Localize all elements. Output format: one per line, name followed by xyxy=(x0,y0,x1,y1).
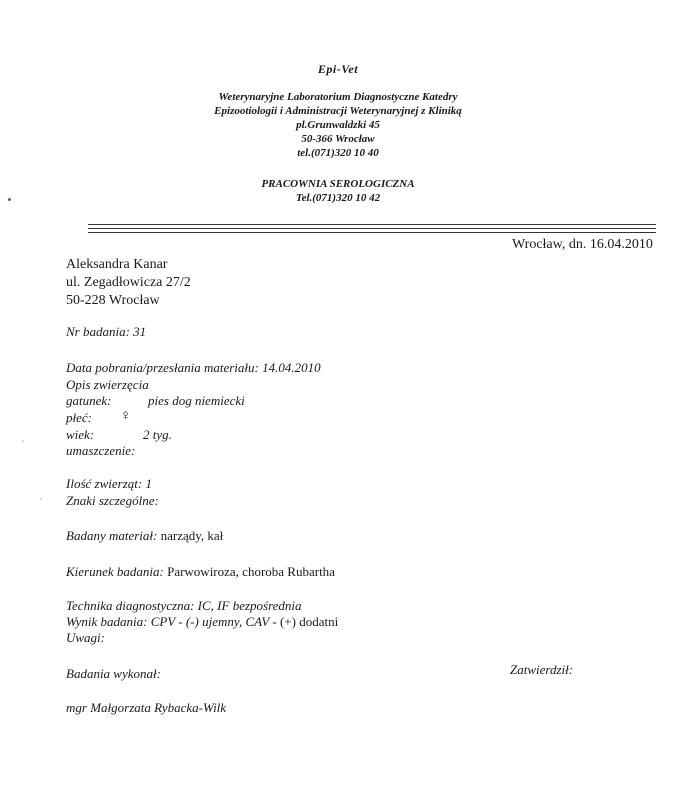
lab-name-line-2: Epizootiologii i Administracji Weterynaryjnej z Kliniką xyxy=(214,105,462,117)
lab-header xyxy=(0,90,676,160)
test-number-row xyxy=(66,324,146,340)
approved-by-label: Zatwierdził: xyxy=(510,662,574,677)
recipient-city: 50-228 Wrocław xyxy=(66,293,160,308)
species-label: gatunek: xyxy=(66,393,112,408)
animal-count-value: 1 xyxy=(145,476,152,491)
header-divider-middle xyxy=(88,228,656,229)
technique-label: Technika diagnostyczna: xyxy=(66,598,195,613)
department-phone: Tel.(071)320 10 42 xyxy=(295,192,381,204)
department-header xyxy=(0,177,676,205)
result-label: Wynik badania: xyxy=(66,614,148,629)
result-value-cav: (+) dodatni xyxy=(279,614,339,629)
animal-count-row xyxy=(66,476,152,492)
recipient-street: ul. Zegadłowicza 27/2 xyxy=(66,275,191,290)
performed-by-label: Badania wykonał: xyxy=(66,666,161,681)
lab-name-line-1: Weterynaryjne Laboratorium Diagnostyczne Katedry xyxy=(218,91,458,103)
collection-date-value: 14.04.2010 xyxy=(262,360,321,375)
scan-speck-faint xyxy=(22,440,24,442)
scan-speck xyxy=(8,198,11,201)
date-line: Wrocław, dn. 16.04.2010 xyxy=(512,237,653,252)
material-value: narządy, kał xyxy=(160,528,224,543)
test-number-value: 31 xyxy=(133,324,147,339)
special-marks-label: Znaki szczególne: xyxy=(66,493,159,508)
female-symbol-icon: ♀ xyxy=(120,408,132,424)
animal-count-label: Ilość zwierząt: xyxy=(66,476,143,491)
performer-name: mgr Małgorzata Rybacka-Wilk xyxy=(66,700,227,715)
age-value: 2 tyg. xyxy=(143,427,172,442)
department-name: PRACOWNIA SEROLOGICZNA xyxy=(261,178,415,190)
result-value-cpv: CPV - (-) ujemny, CAV - xyxy=(150,614,277,629)
test-direction-label: Kierunek badania: xyxy=(66,564,164,579)
sex-label: płeć: xyxy=(66,410,92,425)
material-label: Badany materiał: xyxy=(66,528,158,543)
animal-description-label: Opis zwierzęcia xyxy=(66,377,149,392)
header-divider-top xyxy=(88,224,656,225)
collection-date-label: Data pobrania/przesłania materiału: xyxy=(66,360,259,375)
test-direction-row xyxy=(66,564,335,580)
coat-color-label: umaszczenie: xyxy=(66,443,136,458)
material-row xyxy=(66,528,223,544)
test-number-label: Nr badania: xyxy=(66,324,130,339)
age-label: wiek: xyxy=(66,427,95,442)
result-row xyxy=(66,614,338,630)
lab-address-city: 50-366 Wrocław xyxy=(301,133,375,145)
technique-row xyxy=(66,598,302,614)
test-direction-value: Parwowiroza, choroba Rubartha xyxy=(167,564,335,579)
remarks-label: Uwagi: xyxy=(66,630,105,645)
lab-logo: Epi-Vet xyxy=(317,62,359,76)
recipient-name: Aleksandra Kanar xyxy=(66,257,168,272)
technique-value: IC, IF bezpośrednia xyxy=(197,598,302,613)
lab-phone: tel.(071)320 10 40 xyxy=(297,147,379,159)
scan-speck-faint xyxy=(40,498,42,500)
species-value: pies dog niemiecki xyxy=(148,393,245,408)
lab-address-street: pl.Grunwaldzki 45 xyxy=(296,119,380,131)
collection-date-row xyxy=(66,360,321,376)
header-divider-bottom xyxy=(88,232,656,233)
